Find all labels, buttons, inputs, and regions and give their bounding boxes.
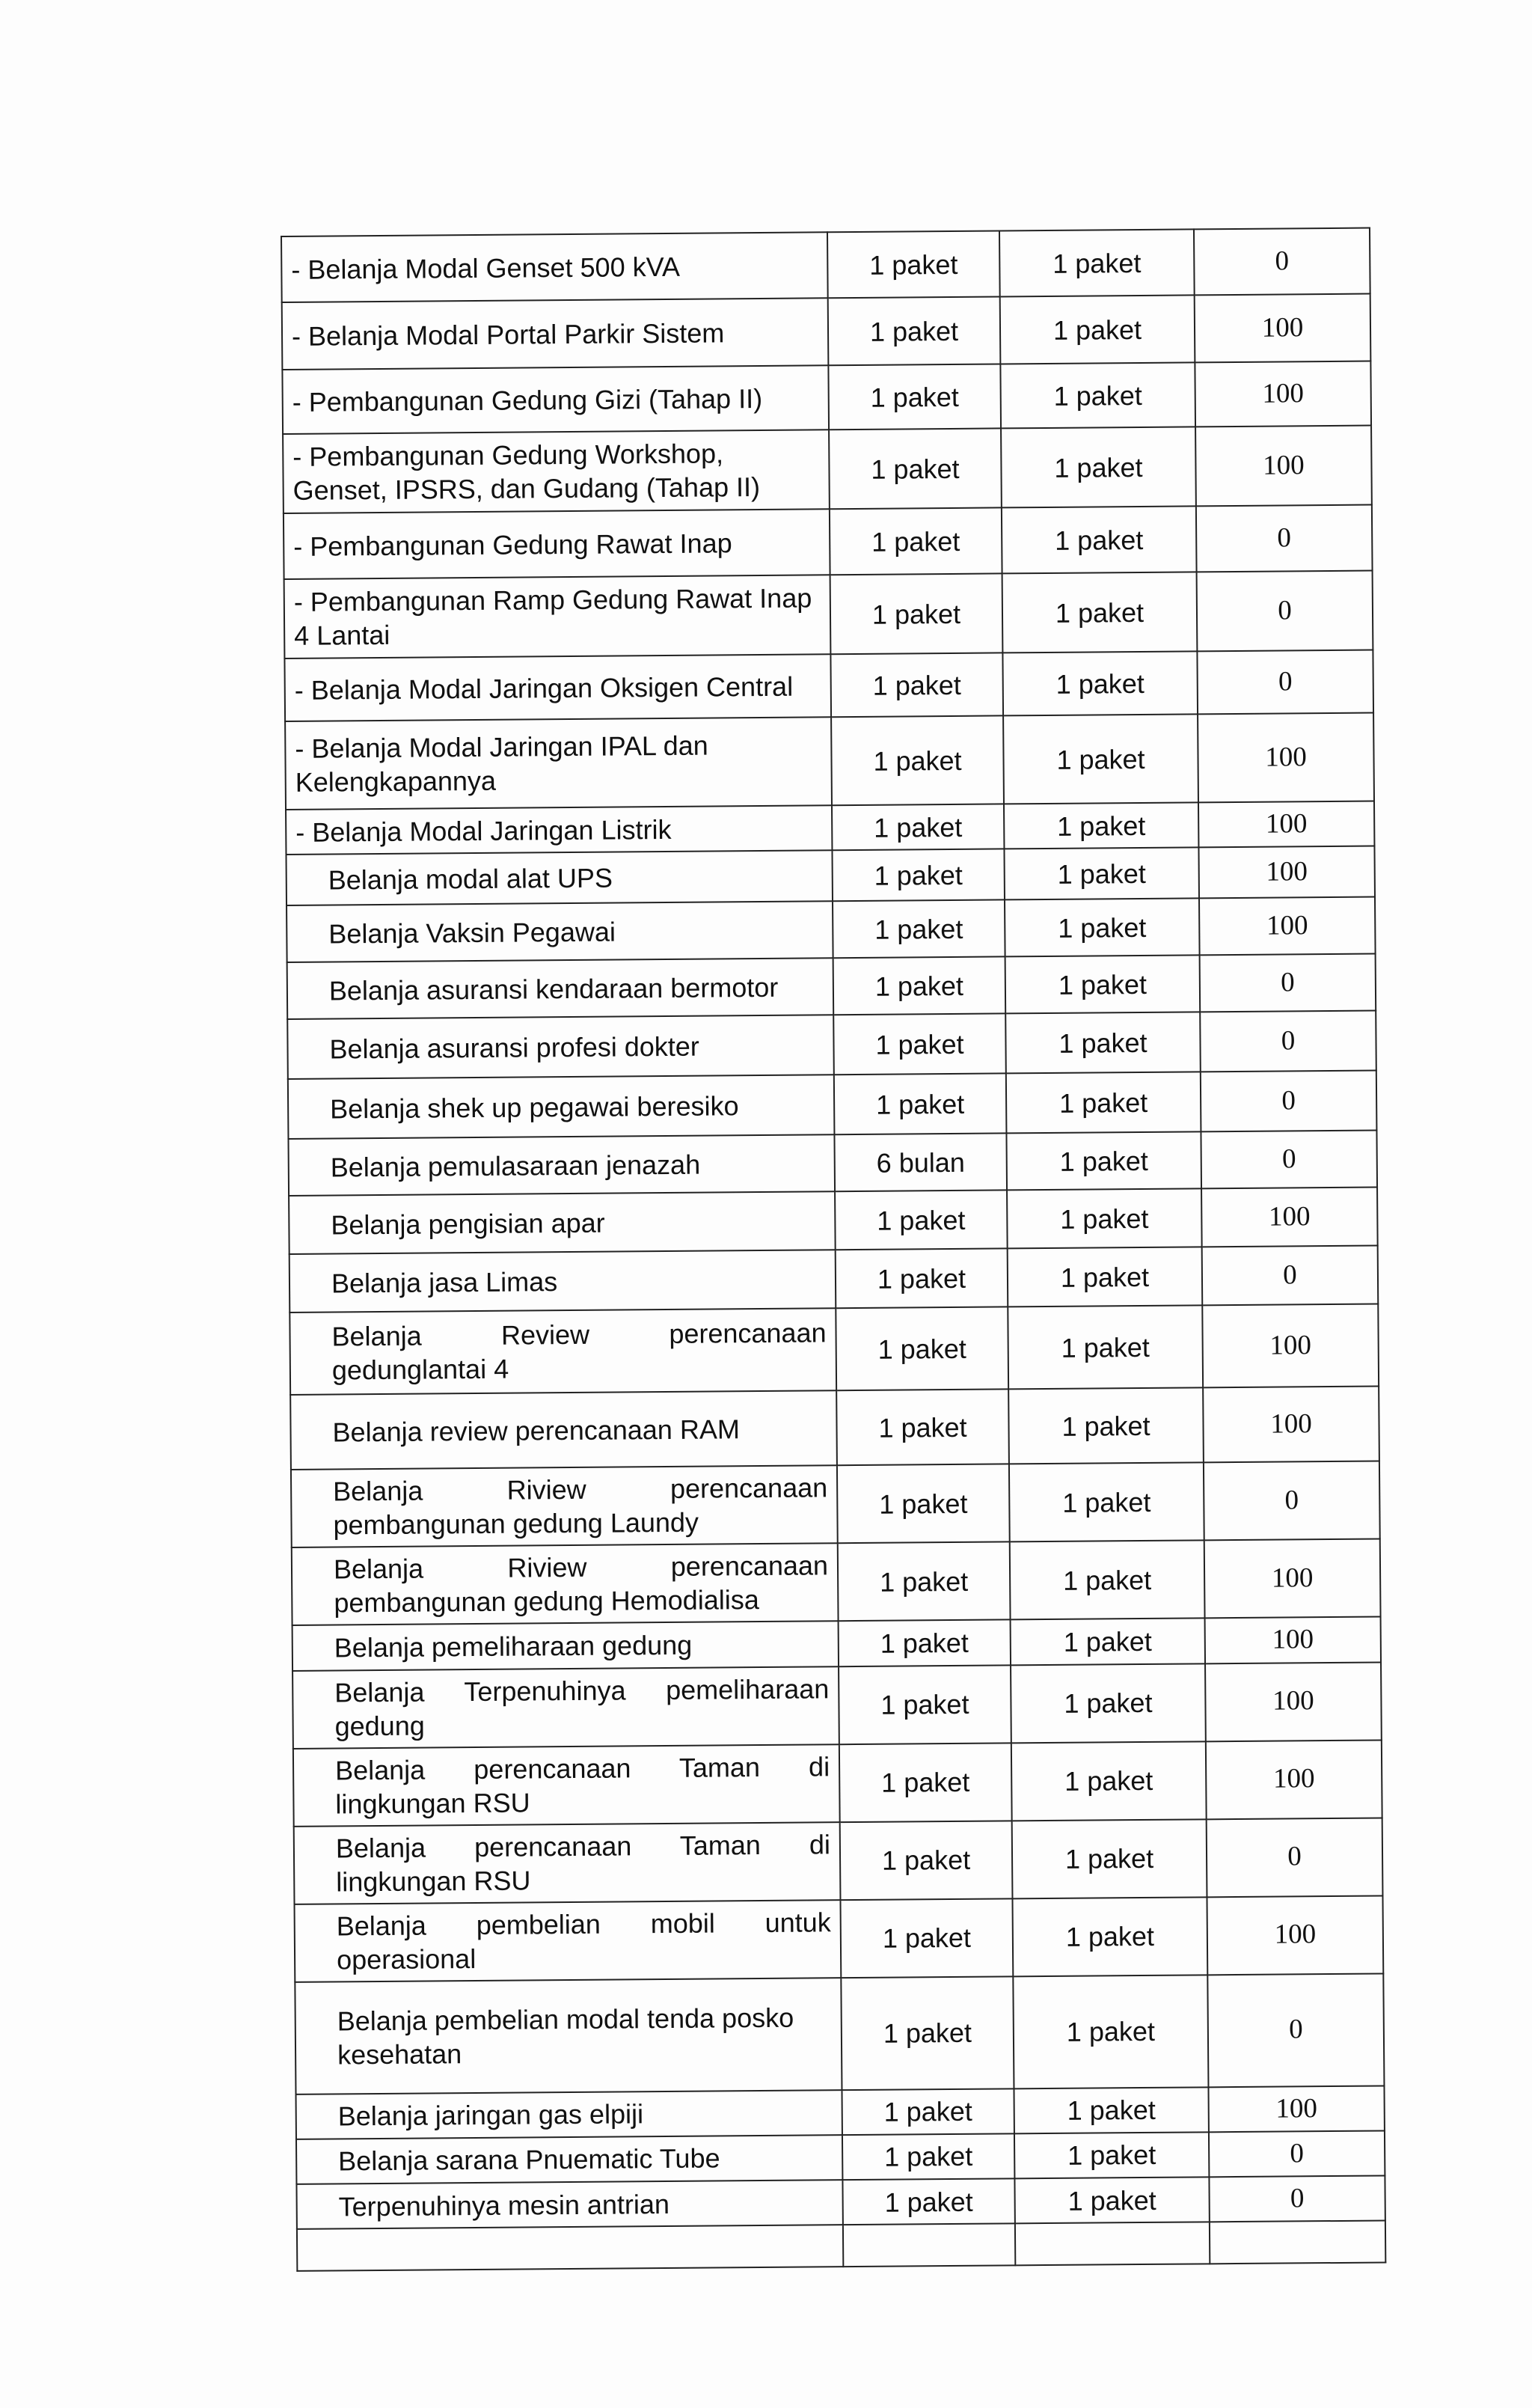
target-volume-cell: 1 paket bbox=[831, 715, 1004, 805]
realization-volume-cell: 1 paket bbox=[1011, 1741, 1207, 1821]
table-row bbox=[289, 1188, 1378, 1254]
realization-percent-cell: 100 bbox=[1195, 426, 1372, 507]
item-description-cell: Belanja pemulasaraan jenazah bbox=[288, 1134, 835, 1196]
realization-percent-cell: 0 bbox=[1207, 1818, 1383, 1897]
item-description-cell: Belanja Review perencanaan gedunglantai 4 bbox=[289, 1308, 836, 1395]
item-description-cell: Belanja pemeliharaan gedung bbox=[292, 1621, 839, 1670]
target-volume-cell: 1 paket bbox=[830, 573, 1003, 654]
realization-volume-cell: 1 paket bbox=[1011, 1619, 1205, 1665]
item-description-cell: Belanja pembelian modal tenda posko kesehatan bbox=[295, 1978, 842, 2094]
realization-percent-cell: 0 bbox=[1201, 1131, 1377, 1189]
table-row bbox=[294, 1818, 1383, 1904]
realization-volume-cell: 1 paket bbox=[1002, 506, 1197, 573]
table-row bbox=[297, 2221, 1385, 2271]
item-description-cell: Belanja Terpenuhinya pemeliharaan gedung bbox=[292, 1666, 839, 1749]
realization-percent-cell: 100 bbox=[1206, 1740, 1382, 1819]
realization-percent-cell: 100 bbox=[1204, 1539, 1381, 1619]
realization-percent-cell: 100 bbox=[1203, 1387, 1379, 1463]
realization-volume-cell bbox=[1015, 2222, 1210, 2266]
realization-percent-cell: 100 bbox=[1199, 897, 1376, 956]
realization-volume-cell: 1 paket bbox=[1000, 362, 1195, 428]
item-description-cell: Belanja Riview perencanaan pembangunan gedung Laundy bbox=[291, 1465, 838, 1547]
realization-volume-cell: 1 paket bbox=[1012, 1897, 1207, 1976]
table-body bbox=[281, 228, 1385, 2272]
target-volume-cell: 6 bulan bbox=[834, 1134, 1007, 1192]
realization-volume-cell: 1 paket bbox=[1008, 1306, 1203, 1390]
table-row bbox=[296, 2130, 1385, 2184]
target-volume-cell: 1 paket bbox=[839, 1743, 1012, 1822]
target-volume-cell: 1 paket bbox=[842, 2178, 1014, 2225]
table-row bbox=[290, 1387, 1379, 1470]
table-row bbox=[287, 897, 1376, 962]
table-row bbox=[295, 1895, 1384, 1981]
item-description-cell: Terpenuhinya mesin antrian bbox=[296, 2180, 842, 2229]
item-description-cell: Belanja pembelian mobil untuk operasional bbox=[295, 1900, 842, 1982]
target-volume-cell: 1 paket bbox=[840, 1821, 1013, 1900]
table-row bbox=[281, 228, 1370, 302]
table-row bbox=[296, 2085, 1385, 2139]
table-row bbox=[292, 1617, 1381, 1671]
table-row bbox=[286, 801, 1374, 855]
realization-percent-cell: 100 bbox=[1198, 713, 1374, 803]
item-description-cell: Belanja asuransi kendaraan bermotor bbox=[287, 958, 834, 1019]
item-description-cell: Belanja jaringan gas elpiji bbox=[296, 2090, 842, 2139]
item-description-cell: Belanja perencanaan Taman di lingkungan RSU bbox=[293, 1744, 840, 1827]
target-volume-cell: 1 paket bbox=[841, 1976, 1014, 2090]
table-row bbox=[285, 713, 1374, 810]
table-row bbox=[286, 846, 1374, 905]
target-volume-cell: 1 paket bbox=[830, 653, 1003, 717]
realization-volume-cell: 1 paket bbox=[1005, 899, 1200, 957]
table-row bbox=[296, 2175, 1385, 2229]
table-row bbox=[292, 1539, 1381, 1625]
realization-percent-cell: 100 bbox=[1205, 1617, 1381, 1663]
realization-volume-cell: 1 paket bbox=[1012, 1819, 1207, 1898]
table-row bbox=[291, 1461, 1380, 1547]
target-volume-cell: 1 paket bbox=[835, 1191, 1008, 1250]
realization-percent-cell: 100 bbox=[1208, 2085, 1384, 2132]
realization-volume-cell: 1 paket bbox=[1013, 1975, 1208, 2088]
realization-percent-cell bbox=[1210, 2221, 1385, 2264]
item-description-cell: - Belanja Modal Portal Parkir Sistem bbox=[282, 298, 829, 370]
realization-volume-cell: 1 paket bbox=[1002, 651, 1198, 715]
table-row bbox=[293, 1740, 1382, 1826]
realization-volume-cell: 1 paket bbox=[1001, 427, 1196, 507]
realization-volume-cell: 1 paket bbox=[1011, 1663, 1206, 1743]
table-row bbox=[282, 361, 1371, 434]
item-description-cell: - Belanja Modal Jaringan IPAL dan Kelengkapannya bbox=[285, 717, 832, 810]
target-volume-cell: 1 paket bbox=[837, 1464, 1010, 1544]
table-row bbox=[283, 426, 1372, 513]
table-row bbox=[287, 1011, 1376, 1079]
realization-percent-cell: 100 bbox=[1207, 1895, 1383, 1975]
realization-volume-cell: 1 paket bbox=[1010, 1541, 1205, 1620]
target-volume-cell: 1 paket bbox=[836, 1249, 1008, 1309]
target-volume-cell: 1 paket bbox=[839, 1665, 1011, 1744]
target-volume-cell: 1 paket bbox=[833, 957, 1006, 1015]
realization-volume-cell: 1 paket bbox=[1006, 1072, 1201, 1134]
target-volume-cell: 1 paket bbox=[832, 849, 1005, 902]
table-row bbox=[288, 1131, 1377, 1196]
realization-percent-cell: 0 bbox=[1197, 650, 1373, 715]
realization-volume-cell: 1 paket bbox=[1014, 2087, 1208, 2133]
target-volume-cell: 1 paket bbox=[842, 2088, 1014, 2135]
target-volume-cell: 1 paket bbox=[840, 1898, 1013, 1978]
realization-percent-cell: 0 bbox=[1200, 954, 1376, 1012]
realization-percent-cell: 100 bbox=[1198, 801, 1374, 848]
item-description-cell: - Pembangunan Ramp Gedung Rawat Inap 4 Lantai bbox=[284, 575, 831, 658]
realization-volume-cell: 1 paket bbox=[1002, 572, 1198, 653]
target-volume-cell: 1 paket bbox=[836, 1390, 1009, 1466]
item-description-cell: - Belanja Modal Genset 500 kVA bbox=[281, 232, 828, 302]
item-description-cell: Belanja review perencanaan RAM bbox=[290, 1390, 837, 1470]
item-description-cell: Belanja Vaksin Pegawai bbox=[287, 901, 833, 962]
item-description-cell: Belanja modal alat UPS bbox=[286, 850, 833, 905]
realization-volume-cell: 1 paket bbox=[1000, 295, 1195, 364]
realization-volume-cell: 1 paket bbox=[1006, 1132, 1201, 1191]
realization-percent-cell: 0 bbox=[1207, 1973, 1384, 2087]
realization-volume-cell: 1 paket bbox=[1003, 714, 1198, 804]
realization-percent-cell: 0 bbox=[1197, 571, 1373, 652]
realization-volume-cell: 1 paket bbox=[1005, 1012, 1201, 1074]
item-description-cell bbox=[297, 2225, 843, 2271]
realization-volume-cell: 1 paket bbox=[1004, 802, 1198, 849]
table-row bbox=[289, 1246, 1379, 1313]
table-row bbox=[295, 1973, 1384, 2094]
table-row bbox=[282, 294, 1371, 370]
target-volume-cell: 1 paket bbox=[832, 804, 1004, 850]
target-volume-cell: 1 paket bbox=[833, 900, 1005, 959]
realization-volume-cell: 1 paket bbox=[1007, 1189, 1202, 1249]
item-description-cell: Belanja Riview perencanaan pembangunan gedung Hemodialisa bbox=[292, 1543, 839, 1625]
budget-realization-table bbox=[281, 227, 1386, 2273]
realization-percent-cell: 100 bbox=[1201, 1188, 1378, 1247]
realization-percent-cell: 0 bbox=[1196, 505, 1373, 572]
target-volume-cell: 1 paket bbox=[828, 364, 1001, 430]
target-volume-cell: 1 paket bbox=[833, 1014, 1006, 1075]
item-description-cell: Belanja jasa Limas bbox=[289, 1250, 836, 1313]
target-volume-cell: 1 paket bbox=[836, 1307, 1008, 1391]
realization-percent-cell: 0 bbox=[1202, 1246, 1379, 1306]
realization-volume-cell: 1 paket bbox=[999, 229, 1195, 296]
item-description-cell: Belanja sarana Pnuematic Tube bbox=[296, 2135, 842, 2184]
realization-percent-cell: 100 bbox=[1205, 1662, 1382, 1741]
item-description-cell: Belanja pengisian apar bbox=[289, 1191, 836, 1254]
realization-percent-cell: 100 bbox=[1195, 294, 1371, 363]
realization-percent-cell: 0 bbox=[1194, 228, 1370, 296]
realization-percent-cell: 0 bbox=[1209, 2175, 1385, 2222]
target-volume-cell: 1 paket bbox=[839, 1620, 1011, 1666]
realization-percent-cell: 0 bbox=[1200, 1011, 1376, 1072]
realization-percent-cell: 100 bbox=[1202, 1304, 1379, 1388]
table-row bbox=[288, 1071, 1377, 1139]
target-volume-cell: 1 paket bbox=[828, 296, 1001, 365]
target-volume-cell: 1 paket bbox=[834, 1074, 1007, 1135]
item-description-cell: - Pembangunan Gedung Gizi (Tahap II) bbox=[282, 365, 829, 434]
realization-volume-cell: 1 paket bbox=[1014, 2132, 1209, 2178]
item-description-cell: - Pembangunan Gedung Workshop, Genset, IPSRS, dan Gudang (Tahap II) bbox=[283, 430, 830, 513]
realization-volume-cell: 1 paket bbox=[1014, 2177, 1209, 2223]
realization-volume-cell: 1 paket bbox=[1004, 848, 1199, 900]
realization-percent-cell: 0 bbox=[1204, 1461, 1380, 1541]
target-volume-cell: 1 paket bbox=[829, 428, 1002, 509]
target-volume-cell: 1 paket bbox=[842, 2133, 1014, 2180]
item-description-cell: Belanja shek up pegawai beresiko bbox=[288, 1075, 835, 1139]
realization-volume-cell: 1 paket bbox=[1009, 1463, 1204, 1542]
table-row bbox=[289, 1304, 1379, 1395]
target-volume-cell: 1 paket bbox=[827, 230, 1000, 298]
realization-percent-cell: 100 bbox=[1198, 846, 1375, 899]
realization-percent-cell: 0 bbox=[1201, 1071, 1377, 1132]
item-description-cell: Belanja asuransi profesi dokter bbox=[287, 1015, 834, 1079]
item-description-cell: - Belanja Modal Jaringan Oksigen Central bbox=[284, 654, 831, 721]
item-description-cell: - Belanja Modal Jaringan Listrik bbox=[286, 805, 832, 855]
table-row bbox=[292, 1662, 1382, 1748]
item-description-cell: Belanja perencanaan Taman di lingkungan RSU bbox=[294, 1822, 841, 1904]
target-volume-cell bbox=[843, 2224, 1015, 2267]
table-row bbox=[284, 505, 1373, 579]
target-volume-cell: 1 paket bbox=[830, 507, 1002, 575]
realization-volume-cell: 1 paket bbox=[1005, 956, 1201, 1014]
target-volume-cell: 1 paket bbox=[838, 1542, 1011, 1622]
table-row bbox=[287, 954, 1376, 1019]
realization-percent-cell: 0 bbox=[1209, 2130, 1385, 2177]
table-row bbox=[284, 650, 1373, 721]
realization-volume-cell: 1 paket bbox=[1008, 1388, 1204, 1464]
table-row bbox=[284, 571, 1373, 658]
realization-volume-cell: 1 paket bbox=[1008, 1247, 1203, 1307]
realization-percent-cell: 100 bbox=[1195, 361, 1371, 427]
item-description-cell: - Pembangunan Gedung Rawat Inap bbox=[284, 509, 830, 579]
